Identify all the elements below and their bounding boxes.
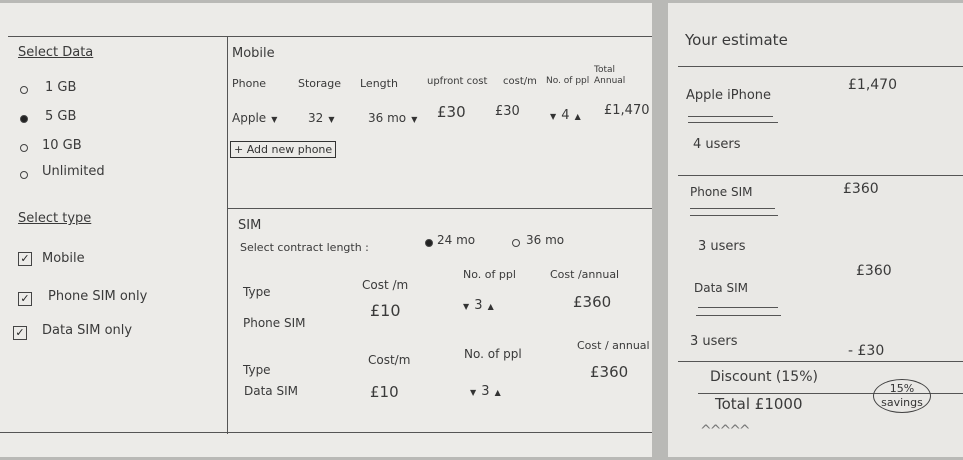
decrement-icon[interactable]: ▼ (463, 302, 470, 311)
item-underline (696, 315, 781, 316)
item-underline (690, 208, 775, 209)
column-divider (227, 36, 228, 434)
estimate-item-users: 3 users (698, 239, 746, 254)
checkbox-icon[interactable]: ✓ (18, 292, 32, 306)
estimate-item-name: Phone SIM (690, 185, 753, 199)
item-underline (698, 307, 778, 308)
dropdown-icon: ▼ (271, 115, 278, 124)
radio-icon[interactable] (425, 239, 433, 247)
data-section-title: Select Data (18, 45, 94, 60)
discount-value: - £30 (848, 343, 885, 359)
estimate-item-price: £1,470 (848, 77, 897, 93)
checkbox-icon[interactable]: ✓ (13, 326, 27, 340)
decrement-icon[interactable]: ▼ (470, 388, 477, 397)
phone-sim-type-header: Type (243, 285, 271, 299)
increment-icon[interactable]: ▲ (487, 302, 494, 311)
total-amount: Total £1000 (715, 395, 803, 413)
phone-select[interactable]: Apple ▼ (232, 111, 278, 125)
data-sim-cost-header: Cost/m (368, 353, 411, 367)
length-select[interactable]: 36 mo ▼ (368, 111, 418, 125)
radio-icon[interactable] (512, 239, 520, 247)
data-sim-ppl-stepper[interactable]: ▼ 3 ▲ (470, 384, 501, 399)
estimate-item-name: Apple iPhone (686, 88, 772, 103)
phone-sim-cost-header: Cost /m (362, 278, 409, 292)
header-no-of-ppl: No. of ppl (546, 76, 590, 86)
item-underline (688, 116, 773, 117)
phone-sim-cost: £10 (370, 301, 401, 320)
data-sim-ppl-header: No. of ppl (464, 347, 522, 361)
header-phone: Phone (232, 77, 267, 90)
type-section-title: Select type (18, 211, 92, 226)
estimate-item-users: 3 users (690, 334, 738, 349)
estimate-item-users: 4 users (693, 137, 741, 152)
header-upfront-cost: upfront cost (427, 76, 488, 87)
radio-icon[interactable] (20, 171, 28, 179)
estimate-title: Your estimate (685, 31, 788, 49)
header-cost-per-month: cost/m (503, 76, 537, 87)
estimate-item-price: £360 (843, 181, 879, 197)
cost-per-month-value: £30 (495, 104, 520, 119)
sim-section-title: SIM (238, 218, 262, 233)
data-sim-annual-header: Cost / annual (577, 339, 650, 352)
radio-icon[interactable] (20, 115, 28, 123)
data-sim-type-header: Type (243, 363, 271, 377)
upfront-cost-value: £30 (437, 103, 466, 121)
header-length: Length (360, 77, 398, 90)
item-underline (690, 215, 778, 216)
item-underline (688, 122, 778, 123)
radio-icon[interactable] (20, 86, 28, 94)
data-sim-cost: £10 (370, 383, 399, 401)
add-new-phone-button[interactable]: + Add new phone (230, 141, 336, 158)
dropdown-icon: ▼ (411, 115, 418, 124)
data-sim-annual: £360 (590, 363, 629, 381)
data-sim-type: Data SIM (244, 384, 298, 398)
phone-sim-ppl-stepper[interactable]: ▼ 3 ▲ (463, 298, 494, 313)
checkbox-icon[interactable]: ✓ (18, 252, 32, 266)
scribble-decoration: ^^^^^ (700, 423, 749, 439)
increment-icon[interactable]: ▲ (574, 112, 581, 121)
header-storage: Storage (298, 77, 342, 90)
dropdown-icon: ▼ (328, 115, 335, 124)
estimate-panel (668, 3, 963, 457)
contract-length-label: Select contract length : (240, 241, 369, 254)
configurator-panel: Select Data 1 GB 5 GB 10 GB Unlimited Select type ✓ Mobile ✓ Phone SIM only ✓ Data SIM only Mobile Phone Storage Length upfront cost cost/m No. of ppl Total Annual Apple ▼ 32 ▼ 36 mo ▼ £30 £30 ▼ 4 ▲ £1,470 + Add new phone SIM Select contract length : 24 mo 36 mo Type Cost /m No. of ppl Cost /annual Phone SIM £10 ▼ 3 ▲ £360 Type Cost/m No. of ppl Cost / annual Data SIM £10 ▼ 3 ▲ £360 (0, 3, 652, 457)
decrement-icon[interactable]: ▼ (550, 112, 557, 121)
storage-select[interactable]: 32 ▼ (308, 111, 335, 125)
total-annual-value: £1,470 (604, 103, 650, 118)
estimate-top-border (678, 66, 963, 67)
phone-sim-ppl-header: No. of ppl (463, 268, 516, 281)
mobile-section-title: Mobile (232, 46, 275, 61)
savings-badge: 15% savings (873, 379, 931, 413)
phone-sim-type: Phone SIM (243, 316, 306, 330)
radio-icon[interactable] (20, 144, 28, 152)
estimate-item-name: Data SIM (694, 281, 748, 295)
phone-sim-annual-header: Cost /annual (550, 268, 620, 281)
estimate-divider (678, 361, 963, 362)
estimate-item-price: £360 (856, 263, 892, 279)
mobile-ppl-stepper[interactable]: ▼ 4 ▲ (550, 108, 581, 123)
section-divider (227, 208, 652, 209)
phone-sim-annual: £360 (573, 293, 612, 311)
increment-icon[interactable]: ▲ (494, 388, 501, 397)
top-border (8, 36, 652, 37)
discount-label: Discount (15%) (710, 369, 818, 385)
header-total-annual: Total Annual (594, 65, 626, 86)
estimate-divider (678, 175, 963, 176)
bottom-border (0, 432, 652, 433)
